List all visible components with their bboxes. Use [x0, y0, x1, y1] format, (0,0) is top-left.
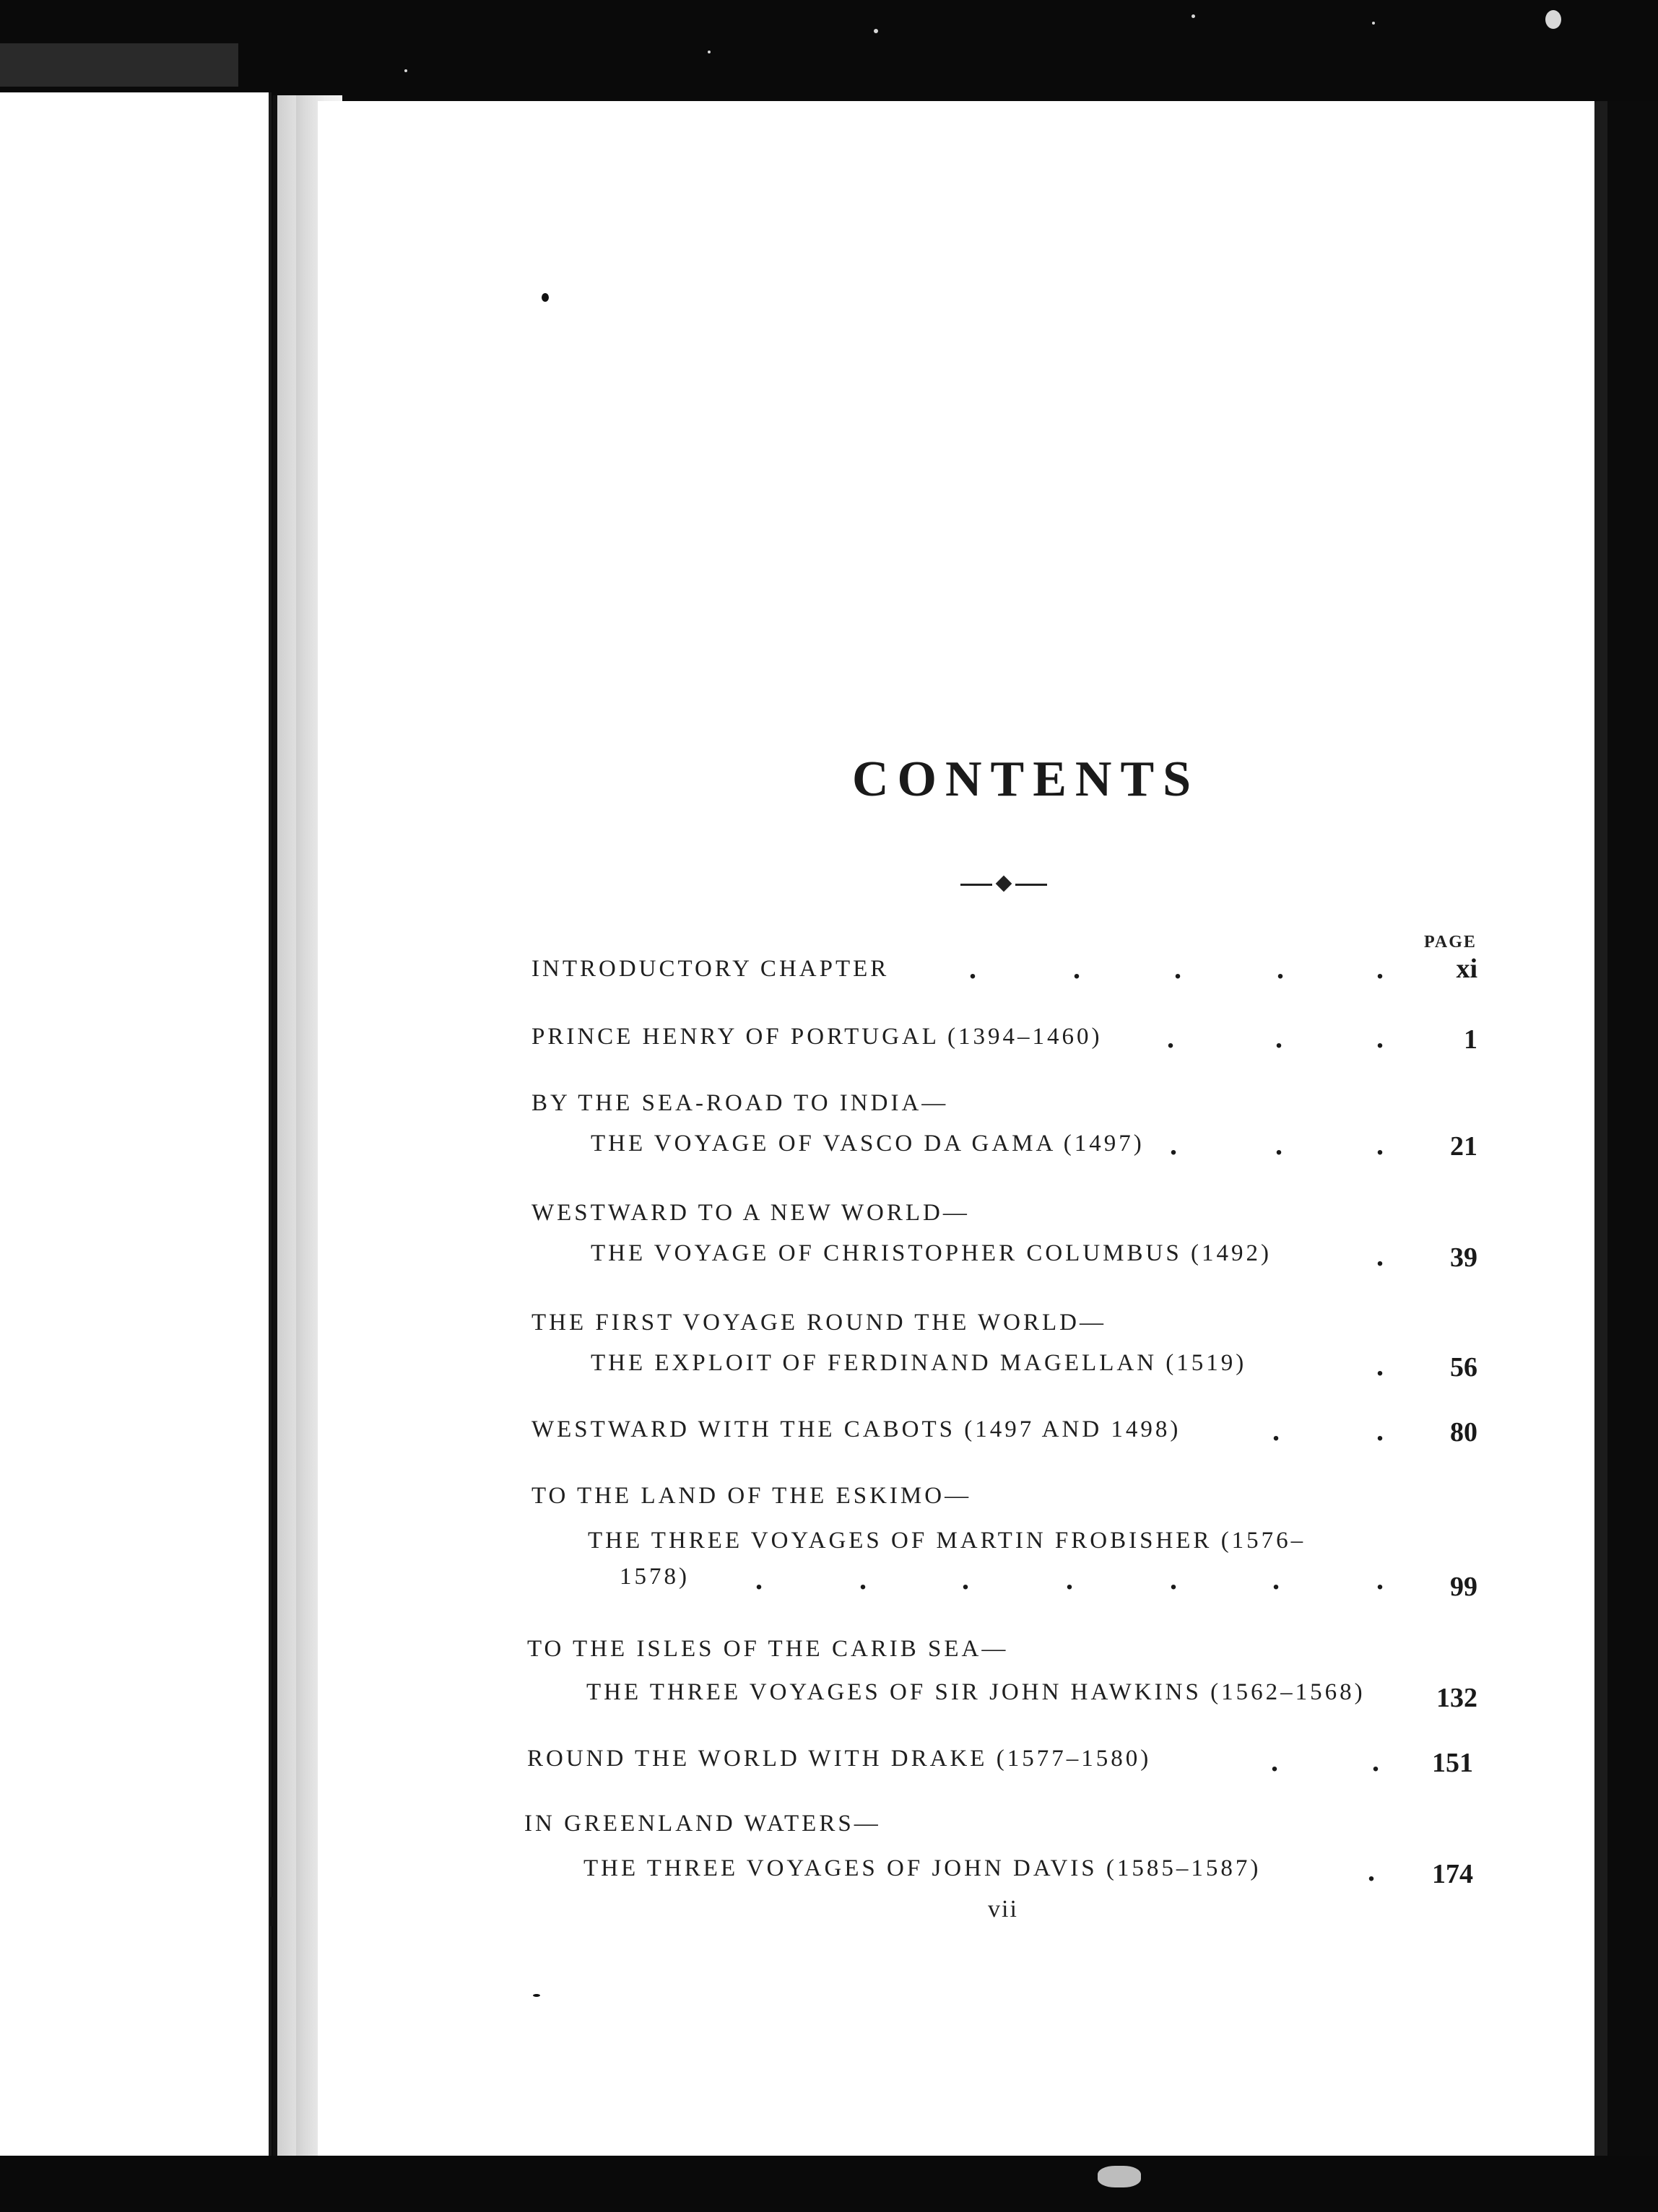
toc-entry-subtitle-continued: 1578) — [620, 1564, 690, 1590]
scan-speck — [1372, 22, 1375, 25]
toc-entry-title: BY THE SEA-ROAD TO INDIA— — [531, 1090, 949, 1116]
ink-mark — [273, 954, 277, 980]
toc-entry-subtitle: THE VOYAGE OF VASCO DA GAMA (1497) — [591, 1131, 1145, 1157]
scan-speck — [708, 51, 711, 53]
toc-entry-subtitle: THE VOYAGE OF CHRISTOPHER COLUMBUS (1492) — [591, 1240, 1272, 1266]
toc-entry-subtitle: THE THREE VOYAGES OF JOHN DAVIS (1585–1587) — [583, 1855, 1262, 1881]
toc-page-number: 174 — [1432, 1859, 1473, 1889]
scan-speck — [1545, 10, 1561, 29]
scan-speck — [1098, 2166, 1141, 2187]
toc-page-number: 56 — [1450, 1352, 1477, 1382]
scan-bottom-border — [0, 2156, 1658, 2212]
toc-page-number: 21 — [1450, 1131, 1477, 1162]
toc-entry-title: WESTWARD TO A NEW WORLD— — [531, 1200, 970, 1226]
toc-page-number: xi — [1456, 954, 1477, 984]
toc-page-number: 39 — [1450, 1242, 1477, 1273]
ornament-rule — [960, 874, 1047, 895]
toc-entry-subtitle: THE EXPLOIT OF FERDINAND MAGELLAN (1519) — [591, 1350, 1247, 1376]
ink-mark — [533, 1994, 540, 1997]
scan-speck — [404, 69, 407, 72]
ink-mark — [270, 1897, 273, 1926]
scan-top-border — [0, 0, 1658, 101]
scan-speck — [1192, 14, 1195, 18]
book-cover-edge — [0, 43, 238, 87]
toc-entry-subtitle: THE THREE VOYAGES OF SIR JOHN HAWKINS (1562–1568) — [586, 1679, 1366, 1705]
toc-page-number: 151 — [1432, 1748, 1473, 1778]
page-title: CONTENTS — [852, 752, 1200, 807]
toc-entry-title: ROUND THE WORLD WITH DRAKE (1577–1580) — [527, 1746, 1152, 1772]
diamond-icon — [996, 876, 1012, 892]
toc-page-number: 99 — [1450, 1572, 1477, 1602]
page-column-label: PAGE — [1424, 933, 1477, 952]
ink-mark — [542, 293, 549, 302]
toc-page-number: 1 — [1464, 1024, 1477, 1055]
toc-entry-title: PRINCE HENRY OF PORTUGAL (1394–1460) — [531, 1024, 1103, 1050]
right-page — [318, 101, 1594, 2156]
toc-entry-title: TO THE LAND OF THE ESKIMO— — [531, 1483, 972, 1509]
page-folio: vii — [988, 1896, 1018, 1923]
toc-entry-title: IN GREENLAND WATERS— — [524, 1811, 881, 1837]
toc-page-number: 132 — [1436, 1683, 1477, 1713]
scan-speck — [874, 29, 878, 33]
toc-entry-title: THE FIRST VOYAGE ROUND THE WORLD— — [531, 1310, 1106, 1336]
page-edge — [1594, 101, 1607, 2156]
left-page — [0, 92, 272, 2161]
toc-entry-subtitle: THE THREE VOYAGES OF MARTIN FROBISHER (1576– — [588, 1528, 1306, 1554]
toc-entry-title: TO THE ISLES OF THE CARIB SEA— — [527, 1636, 1009, 1662]
toc-entry-title: WESTWARD WITH THE CABOTS (1497 AND 1498) — [531, 1416, 1181, 1442]
toc-entry-title: INTRODUCTORY CHAPTER — [531, 956, 890, 982]
toc-page-number: 80 — [1450, 1417, 1477, 1447]
